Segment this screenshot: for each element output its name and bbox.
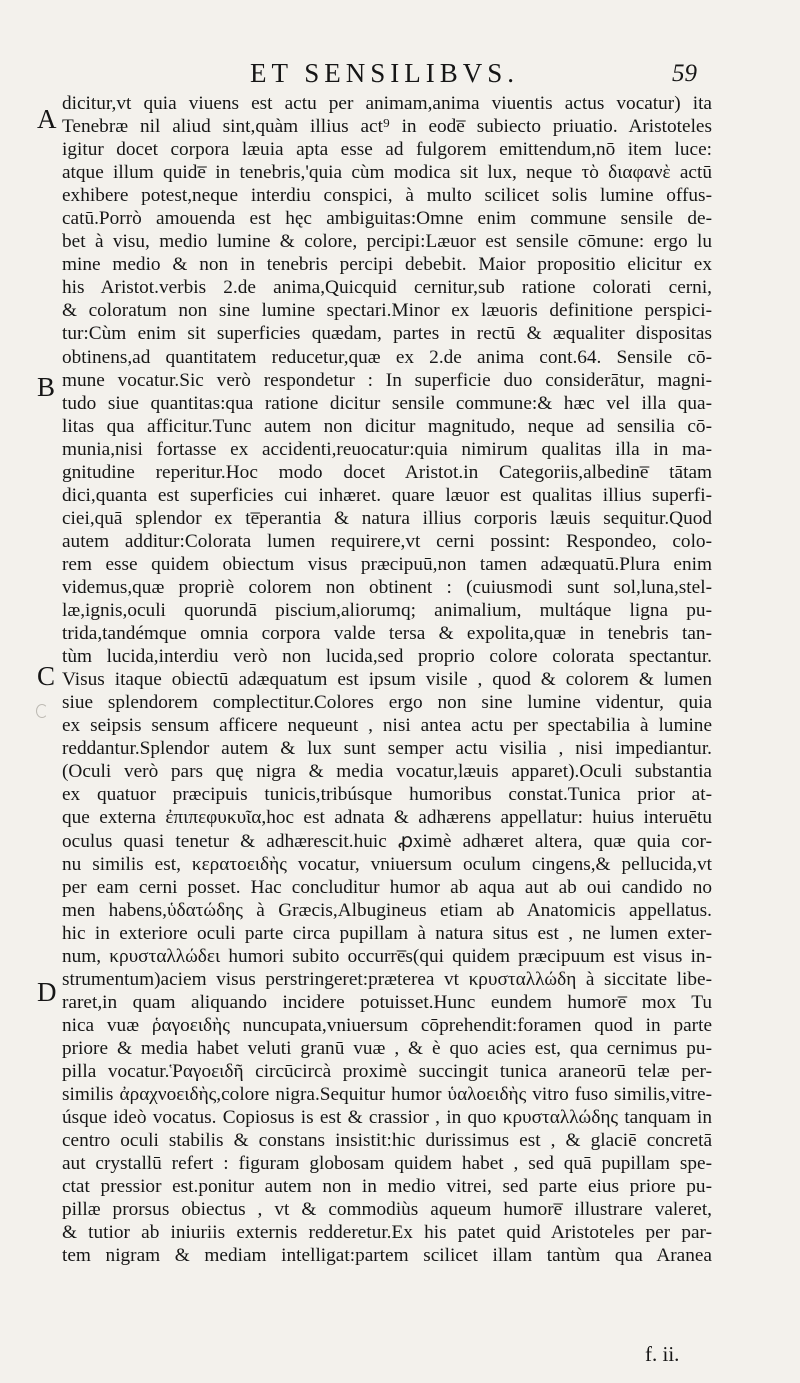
text-line: catū.Porrò amouenda est hęc ambiguitas:Omne enim commune sensile de- (62, 208, 712, 230)
text-line: rem esse quidem obiectum visus præcipuū,non tamen adæquatū.Plura enim (62, 553, 712, 575)
margin-mark (36, 704, 48, 718)
text-line: tur:Cùm enim sit superficies quædam, partes in rectū & æqualiter dispositas (62, 323, 712, 345)
signature-mark: f. ii. (645, 1342, 680, 1366)
running-head: ET SENSILIBVS. (250, 58, 520, 88)
text-line: similis ἀραχνοειδὴς,colore nigra.Sequitur humor ὑαλοειδὴς vitro fuso similis,vitre- (62, 1084, 712, 1106)
text-line: centro oculi stabilis & constans insistit:hic durissimus est , & glaciē concretā (62, 1130, 712, 1152)
text-line: per eam cerni posset. Hac concluditur humor ab aqua aut ab oui candido no (62, 876, 712, 898)
text-line: ctat pressior est.ponitur autem non in medio vitrei, sed parte eius priore pu- (62, 1176, 712, 1198)
text-line: autem additur:Colorata lumen requirere,vt cerni possint: Respondeo, colo- (62, 530, 712, 552)
text-line: læ,ignis,oculi quorundā piscium,aliorumq; animalium, multáque ligna pu- (62, 600, 712, 622)
text-line: oculus quasi tenetur & adhærescit.huic ꝓximè adhæret altera, quæ quia cor- (62, 830, 712, 852)
text-line: pillæ prorsus obiectus , vt & commodiùs aqueum humore̅ illustrare valeret, (62, 1199, 712, 1221)
text-line: tudo siue quantitas:qua ratione dicitur sensile commune:& hæc vel illa qua- (62, 392, 712, 414)
text-line: nica vuæ ῥαγοειδὴς nuncupata,vniuersum cōprehendit:foramen quod in parte (62, 1014, 712, 1036)
marginal-letter-c: C (37, 661, 56, 691)
text-line: men habens,ὑδατώδης à Græcis,Albugineus etiam ab Anatomicis appellatus. (62, 899, 712, 921)
marginal-letter-d: D (37, 977, 57, 1007)
text-line: nu similis est, κερατοειδὴς vocatur, vniuersum oculum cingens,& pellucida,vt (62, 853, 712, 875)
text-line: exhibere potest,neque interdiu conspici, à multo scilicet solis lumine offus- (62, 185, 712, 207)
marginal-letter-a: A (37, 104, 57, 134)
text-line: dici,quanta est superficies cui inhæret. quare læuor est qualitas illius superfi- (62, 484, 712, 506)
text-line: tem nigram & mediam intelligat:partem scilicet illam tantùm qua Aranea (62, 1245, 712, 1267)
text-line: trida,tandémque omnia corpora valde tersa & expolita,quæ in tenebris tan- (62, 623, 712, 645)
text-line: num, κρυσταλλώδει humori subito occurre̅s(qui quidem præcipuum est visus in- (62, 945, 712, 967)
text-line: mune vocatur.Sic verò respondetur : In superficie duo considerātur, magni- (62, 369, 712, 391)
text-line: reddantur.Splendor autem & lux sunt semper actu visilia , nisi impediantur. (62, 738, 712, 760)
text-line: strumentum)aciem visus perstringeret:præterea vt κρυσταλλώδη à siccitate libe- (62, 968, 712, 990)
text-line: úsque ideò vocatus. Copiosus is est & crassior , in quo κρυσταλλώδης tanquam in (62, 1107, 712, 1129)
text-line: bet à visu, medio lumine & colore, percipi:Læuor est sensile cōmune: ergo lu (62, 231, 712, 253)
text-line: munia,nisi fortasse ex accidenti,reuocatur:quia nimirum qualitas illa in ma- (62, 438, 712, 460)
text-line: litas qua afficitur.Tunc autem non dicitur magnitudo, neque ad sensilia cō- (62, 415, 712, 437)
text-line: priore & media habet veluti granū vuæ , & è quo acies est, qua cernimus pu- (62, 1037, 712, 1059)
text-line: hic in exteriore oculi parte circa pupillam à natura situs est , ne lumen exter- (62, 922, 712, 944)
text-line: mine medio & non in tenebris percipi debebit. Maior propositio elicitur ex (62, 254, 712, 276)
text-line: his Aristot.verbis 2.de anima,Quicquid cernitur,sub ratione colorati cerni, (62, 277, 712, 299)
text-line: siue splendorem complectitur.Colores ergo non sine lumine videntur, quia (62, 692, 712, 714)
body-text (62, 92, 712, 1267)
text-line: gnitudine reperitur.Hoc modo docet Aristot.in Categoriis,albedine̅ tātam (62, 461, 712, 483)
text-line: atque illum quide̅ in tenebris,'quia cùm modica sit lux, neque τὸ διαφανὲ actū (62, 162, 712, 184)
text-line: aut crystallū refert : figuram globosam quidem habet , sed quā pupillam spe- (62, 1153, 712, 1175)
text-line: Tenebræ nil aliud sint,quàm illius act⁹ in eode̅ subiecto priuatio. Aristoteles (62, 116, 712, 138)
text-line: ex quatuor præcipuis tunicis,tribúsque humoribus constat.Tunica prior at- (62, 784, 712, 806)
text-line: igitur docet corpora læuia apta esse ad fulgorem emittendum,nō item luce: (62, 139, 712, 161)
text-line: que externa ἐπιπεφυκυῖα,hoc est adnata & adhærens appellatur: huius interuētu (62, 807, 712, 829)
marginal-letter-b: B (37, 372, 56, 402)
text-line: obtinens,ad quantitatem reducetur,quæ ex 2.de anima cont.64. Sensile cō- (62, 346, 712, 368)
page-number: 59 (672, 60, 697, 87)
text-line: raret,in quam aliquando incidere potuisset.Hunc eundem humore̅ mox Tu (62, 991, 712, 1013)
text-line: Visus itaque obiectū adæquatum est ipsum visile , quod & colorem & lumen (62, 669, 712, 691)
text-line: videmus,quæ propriè colorem non obtinent : (cuiusmodi sunt sol,luna,stel- (62, 576, 712, 598)
text-line: & coloratum non sine lumine spectari.Minor ex læuoris definitione perspici- (62, 300, 712, 322)
text-line: (Oculi verò pars quę nigra & media vocatur,læuis apparet).Oculi substantia (62, 761, 712, 783)
text-line: & tutior ab iniuriis externis redderetur.Ex his patet quid Aristoteles per par- (62, 1222, 712, 1244)
text-line: pilla vocatur.Ῥαγοειδῆ circūcircà proximè succingit tunica araneorū telæ per- (62, 1060, 712, 1082)
text-line: tùm lucida,interdiu verò non lucida,sed proprio colore colorata spectantur. (62, 646, 712, 668)
text-line: dicitur,vt quia viuens est actu per animam,anima viuentis actus vocatur) ita (62, 93, 712, 114)
text-line: ex seipsis sensum afficere nequeunt , nisi antea actu per spectabilia à lumine (62, 715, 712, 737)
text-line: ciei,quā splendor ex te̅perantia & natura illius corporis læuis sequitur.Quod (62, 507, 712, 529)
